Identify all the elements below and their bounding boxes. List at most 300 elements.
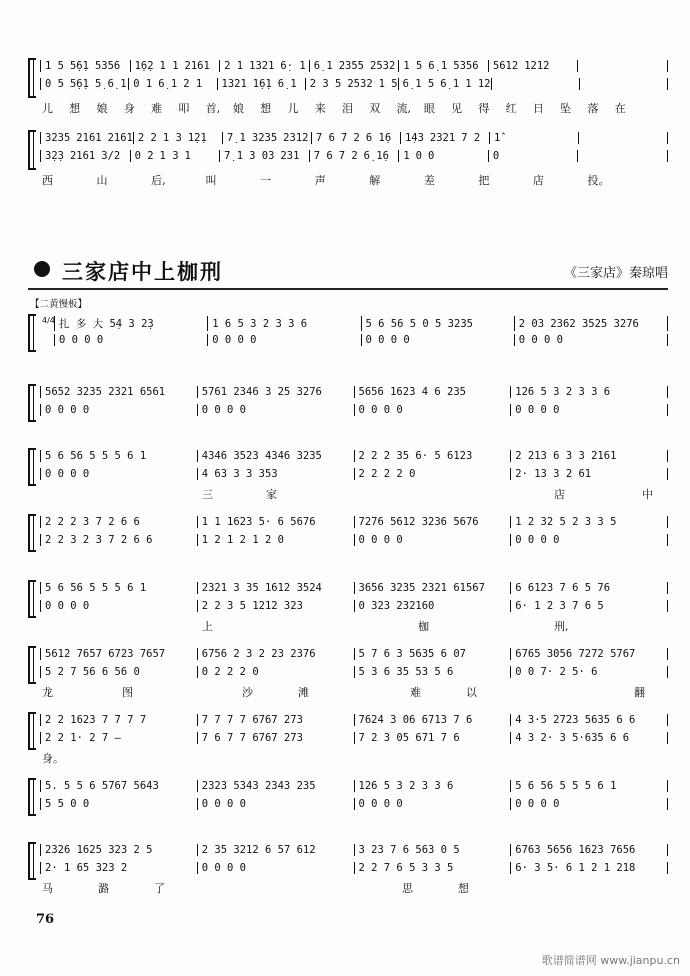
measure xyxy=(40,386,197,398)
system-brace xyxy=(28,314,36,352)
note-group: 7 2 xyxy=(338,150,358,162)
measure xyxy=(54,334,207,346)
note-group: 5356 xyxy=(94,60,121,72)
note-group: 1̣43 xyxy=(404,132,424,144)
measure xyxy=(197,844,354,856)
lyric-char: 身。 xyxy=(42,752,64,765)
measure xyxy=(510,714,668,726)
note-group: 5̣6̣1 xyxy=(69,60,89,72)
measure xyxy=(354,780,511,792)
measure xyxy=(354,468,511,480)
note-group: 2532 xyxy=(347,78,373,90)
measure xyxy=(40,862,197,874)
lyric-char: 落 xyxy=(587,102,599,115)
note-group: 3235 xyxy=(251,132,278,144)
note-group: 0 0 0 0 xyxy=(59,334,104,346)
measure xyxy=(130,150,220,162)
measure xyxy=(197,386,354,398)
song-system xyxy=(28,580,668,638)
lyric-char: 想 xyxy=(69,102,81,115)
note-group: 6· 3 5· 6 1 2 1 218 xyxy=(515,862,636,874)
song-title: 三家店中上枷刑 xyxy=(62,259,223,284)
measure xyxy=(514,334,668,346)
note-group: 7624 3 06 6713 7 6 xyxy=(358,714,473,726)
measure xyxy=(197,780,354,792)
song-system xyxy=(28,778,668,836)
lyric-char: 后, xyxy=(151,174,166,187)
note-group: 5 5 0 0 xyxy=(45,798,90,810)
lyric-char: 差 xyxy=(423,174,435,187)
measure xyxy=(197,798,354,810)
measure xyxy=(398,78,491,90)
measure xyxy=(40,648,197,660)
measure xyxy=(510,844,668,856)
note-group: 7 6 7 7 6767 273 xyxy=(201,732,303,744)
measure xyxy=(197,404,354,416)
system-brace xyxy=(28,712,36,750)
lyric-char: 双 xyxy=(369,102,381,115)
measure xyxy=(40,60,130,72)
lyric-char: 难 xyxy=(410,686,421,699)
note-group: 2161 xyxy=(76,132,102,144)
note-group: 3656 3235 2321 61567 xyxy=(358,582,485,594)
note-group: 3 03 xyxy=(249,150,275,162)
measure xyxy=(361,316,514,331)
note-group: 0 0 0 0 xyxy=(358,534,403,546)
note-group: 2 2 2 3 7 2 6 6 xyxy=(45,516,140,528)
lyric-char: 一 xyxy=(260,174,272,187)
lyric-char: 流, xyxy=(396,102,412,115)
note-group: 5761 2346 3 25 3276 xyxy=(201,386,322,398)
note-group: 6̣ 1 xyxy=(277,78,297,90)
lyric-char: 店 xyxy=(532,174,544,187)
measure xyxy=(197,732,354,744)
note-group: 0 0 0 0 xyxy=(45,600,90,612)
note-group: 6 6123 7 6 5 76 xyxy=(515,582,611,594)
lyric-char: 马 xyxy=(42,882,53,895)
measure xyxy=(354,582,511,594)
measure xyxy=(578,132,668,144)
system-brace xyxy=(28,58,36,98)
measure xyxy=(197,714,354,726)
lyric-char: 声 xyxy=(314,174,326,187)
lyric-char: 红 xyxy=(505,102,517,115)
note-group: 3235 xyxy=(45,132,71,144)
note-group: 5 6 56 5 5 5 6 1 xyxy=(45,582,147,594)
note-group: 6̣ 1 xyxy=(313,60,333,72)
note-group: 0 5 xyxy=(45,78,64,90)
lyric-char: 得 xyxy=(478,102,490,115)
measure xyxy=(40,468,197,480)
staff-row xyxy=(40,780,668,792)
measure xyxy=(130,60,220,72)
note-group: 0 0 0 0 xyxy=(515,798,560,810)
staff-row xyxy=(40,132,668,144)
lyric-char: 刑, xyxy=(554,620,569,633)
measure xyxy=(128,78,216,90)
note-group: 1 3 xyxy=(159,150,179,162)
note-group: 7̣ 1 xyxy=(226,132,246,144)
note-group: 0 0 0 0 xyxy=(515,404,560,416)
lyric-char: 投。 xyxy=(587,174,610,187)
lyric-char: 想 xyxy=(260,102,272,115)
lyric-char: 日 xyxy=(532,102,544,115)
measure xyxy=(398,60,488,72)
note-group: 1 1 xyxy=(159,60,179,72)
note-group: 0 xyxy=(427,150,435,162)
measure xyxy=(510,666,668,678)
note-group: 4346 3523 4346 3235 xyxy=(201,450,322,462)
lyric-char: 翻 xyxy=(634,686,645,699)
note-group: 0 0 0 0 xyxy=(201,404,247,416)
note-group: 4 63 3 3 353 xyxy=(201,468,278,480)
note-group: 6 1̣6 xyxy=(365,132,392,144)
system-brace xyxy=(28,842,36,880)
note-group: 2 1 xyxy=(224,60,244,72)
measure xyxy=(489,132,578,144)
measure xyxy=(510,386,668,398)
note-group: 2 2 1623 7 7 7 7 xyxy=(45,714,147,726)
note-group: 0 xyxy=(492,150,500,162)
measure xyxy=(197,534,354,546)
measure xyxy=(577,150,668,162)
measure xyxy=(197,648,354,660)
lyric-char: 娘 xyxy=(232,102,244,115)
note-group: 6763 5656 1623 7656 xyxy=(515,844,636,856)
measure xyxy=(40,78,128,90)
note-group: 2161 xyxy=(107,132,133,144)
note-group: 1 5 xyxy=(45,60,64,72)
note-group: 2 3 5 xyxy=(309,78,342,90)
note-group: 3 23 7 6 563 0 5 xyxy=(358,844,460,856)
measure xyxy=(510,450,668,462)
note-group: 1̣6̣2 xyxy=(134,60,154,72)
measure xyxy=(219,60,309,72)
note-group: 1 xyxy=(184,150,191,162)
measure xyxy=(510,468,668,480)
note-group: 2326 1625 323 2 5 xyxy=(45,844,153,856)
note-group: 2 2 7 6 5 3 3 5 xyxy=(358,862,454,874)
note-group: 2321 3 35 1612 3524 xyxy=(201,582,322,594)
measure xyxy=(197,862,354,874)
note-group: 5 6 56 5 5 5 6 1 xyxy=(515,780,617,792)
lyric-char: 三 xyxy=(202,488,213,501)
measure xyxy=(222,132,311,144)
lyric-char: 了 xyxy=(154,882,165,895)
note-group: 6̣ 1̣6 xyxy=(363,150,389,162)
measure xyxy=(510,582,668,594)
measure xyxy=(510,780,668,792)
staff-row xyxy=(40,404,668,416)
note-group: 1 3 xyxy=(162,132,182,144)
measure xyxy=(40,780,197,792)
measure xyxy=(354,600,511,612)
note-group: 1212 xyxy=(524,60,550,72)
measure xyxy=(197,582,354,594)
measure xyxy=(510,534,668,546)
system-brace xyxy=(28,580,36,618)
measure xyxy=(219,150,309,162)
banqiang-label: 【二黄慢板】 xyxy=(30,299,88,310)
system-brace xyxy=(28,646,36,684)
note-group: 2 2 2 35 6· 5 6123 xyxy=(358,450,473,462)
note-group: 5356 xyxy=(453,60,479,72)
measure xyxy=(309,150,399,162)
system-brace xyxy=(28,384,36,422)
lyric-char: 家 xyxy=(266,488,277,501)
note-group: 2 1 xyxy=(183,78,203,90)
note-group: 6̣ 1 xyxy=(158,78,178,90)
measure xyxy=(54,316,207,331)
staff-row xyxy=(40,600,668,612)
lyric-char: 想 xyxy=(458,882,469,895)
measure xyxy=(311,132,400,144)
lyric-char: 解 xyxy=(369,174,381,187)
note-group: 5 7 6 3 5635 6 07 xyxy=(358,648,466,660)
note-group: 2 2 2 2 0 xyxy=(358,468,416,480)
note-group: 2161 xyxy=(69,150,96,162)
prev-system xyxy=(28,130,668,190)
note-group: 2321 xyxy=(429,132,456,144)
note-group: 5652 3235 2321 6561 xyxy=(45,386,166,398)
note-group: 3/2 xyxy=(101,150,121,162)
note-group: 5 3 6 35 53 5 6 xyxy=(358,666,454,678)
measure xyxy=(510,798,668,810)
measure xyxy=(197,468,354,480)
measure xyxy=(510,404,668,416)
note-group: 5 6 56 5 5 5 6 1 xyxy=(45,450,147,462)
measure xyxy=(400,132,489,144)
staff-row xyxy=(40,732,668,744)
note-group: 2 213 6 3 3 2161 xyxy=(515,450,617,462)
note-group: 0 0 0 0 xyxy=(201,798,247,810)
staff-row xyxy=(40,862,668,874)
measure xyxy=(510,732,668,744)
note-group: 6̣· 1 xyxy=(280,60,306,72)
note-group: 1321 xyxy=(249,60,275,72)
note-group: 6765 3056 7272 5767 xyxy=(515,648,636,660)
lyric-char: 店 xyxy=(554,488,565,501)
lyric-char: 潞 xyxy=(98,882,109,895)
measure xyxy=(217,78,305,90)
measure xyxy=(354,862,511,874)
system-brace xyxy=(28,130,36,170)
staff-row xyxy=(40,666,668,678)
note-group: 5̣6̣1 xyxy=(69,78,89,90)
note-group: 7 2 3 05 671 7 6 xyxy=(358,732,460,744)
note-group: 扎 多 大 5̣4 3 2̣3 xyxy=(59,318,154,330)
note-group: 0 0 0 0 xyxy=(358,798,403,810)
staff-row xyxy=(40,386,668,398)
song-system xyxy=(28,384,668,442)
staff-row xyxy=(40,798,668,810)
note-group: 6· 1 2 3 7 6 5 xyxy=(515,600,604,612)
staff-row xyxy=(40,534,668,546)
measure xyxy=(354,732,511,744)
measure xyxy=(309,60,399,72)
note-group: 6756 2 3 2 23 2376 xyxy=(201,648,316,660)
measure xyxy=(577,60,668,72)
measure xyxy=(40,132,133,144)
measure xyxy=(354,648,511,660)
lyric-char: 身 xyxy=(123,102,135,115)
note-group: 4 3 2· 3 5·635 6 6 xyxy=(515,732,630,744)
staff-row xyxy=(40,844,668,856)
lyric-char: 沙 xyxy=(242,686,253,699)
measure xyxy=(40,714,197,726)
lyric-char: 儿 xyxy=(287,102,299,115)
measure xyxy=(40,732,197,744)
measure xyxy=(354,844,511,856)
note-group: 5. 5 5 6 5767 5643 xyxy=(45,780,159,792)
measure xyxy=(354,404,511,416)
note-group: 7̣ 1 xyxy=(224,150,244,162)
prev-system xyxy=(28,58,668,118)
note-group: 1 5 xyxy=(378,78,398,90)
note-group: 1 12 xyxy=(465,78,491,90)
measure xyxy=(488,150,578,162)
note-group: 0 2 2 2 0 xyxy=(201,666,259,678)
staff-row xyxy=(54,334,668,346)
measure xyxy=(510,600,668,612)
measure xyxy=(207,334,360,346)
note-group: 7 6 xyxy=(315,132,335,144)
note-group: 0 0 7· 2 5· 6 xyxy=(515,666,598,678)
note-group: 126 5 3 2 3 3 6 xyxy=(358,780,454,792)
measure xyxy=(197,600,354,612)
staff-row xyxy=(40,582,668,594)
note-group: 2 35 3212 6 57 612 xyxy=(201,844,316,856)
lyric-char: 图 xyxy=(122,686,133,699)
lyric-char: 首, xyxy=(205,102,221,115)
measure xyxy=(579,78,668,90)
note-group: 5656 1623 4 6 235 xyxy=(358,386,466,398)
staff-row xyxy=(40,60,668,72)
note-group: 5 6 56 5 0 5 3235 xyxy=(365,317,473,330)
measure xyxy=(40,150,130,162)
measure xyxy=(354,516,511,528)
measure xyxy=(354,450,511,462)
measure xyxy=(354,666,511,678)
measure xyxy=(197,666,354,678)
lyric-char: 思 xyxy=(402,882,413,895)
measure xyxy=(354,386,511,398)
page-number: 76 xyxy=(36,912,55,927)
note-group: 1 xyxy=(403,150,410,162)
lyric-char: 中 xyxy=(642,488,653,501)
lyric-char: 在 xyxy=(614,102,626,115)
note-group: 0 0 0 0 xyxy=(45,404,90,416)
measure xyxy=(40,582,197,594)
time-signature: 4/4 xyxy=(42,316,55,325)
song-title-bar xyxy=(28,258,668,290)
system-brace xyxy=(28,514,36,552)
note-group: 1 1 1623 5· 6 5676 xyxy=(201,516,316,528)
song-system xyxy=(28,842,668,900)
measure xyxy=(491,78,579,90)
lyric-char: 叩 xyxy=(178,102,190,115)
measure xyxy=(40,600,197,612)
note-group: 2· 1 65 323 2 xyxy=(45,862,128,874)
bullet-icon xyxy=(34,261,50,277)
lyric-char: 坠 xyxy=(560,102,572,115)
lyric-char: 滩 xyxy=(298,686,309,699)
note-group: 2355 xyxy=(338,60,364,72)
note-group: 5612 7657 6723 7657 xyxy=(45,648,166,660)
note-group: 2532 xyxy=(370,60,396,72)
note-group: 0 0 0 0 xyxy=(201,862,247,874)
note-group: 2 2 3 5 1212 323 xyxy=(201,600,303,612)
note-group: 2323 5343 2343 235 xyxy=(201,780,316,792)
measure xyxy=(361,334,514,346)
song-system xyxy=(28,646,668,704)
note-group: 0 0 0 0 xyxy=(518,334,564,346)
note-group: 2312 xyxy=(283,132,309,144)
measure xyxy=(514,316,668,331)
note-group: 6̣ 1 xyxy=(440,78,460,90)
note-group: 0 xyxy=(415,150,422,162)
staff-row xyxy=(40,468,668,480)
song-system xyxy=(28,314,668,372)
staff-row xyxy=(40,78,668,90)
watermark: 歌谱简谱网 www.jianpu.cn xyxy=(541,954,680,967)
lyric-char: 山 xyxy=(96,174,108,187)
note-group: 6̣ 1 5 xyxy=(402,78,435,90)
measure xyxy=(510,862,668,874)
measure xyxy=(398,150,488,162)
lyric-char: 难 xyxy=(151,102,163,115)
note-group: 1̣6̣1 xyxy=(252,78,272,90)
measure xyxy=(40,404,197,416)
note-group: 0 0 0 0 xyxy=(212,334,257,346)
song-system xyxy=(28,712,668,770)
measure xyxy=(354,798,511,810)
song-system xyxy=(28,448,668,506)
note-group: 7276 5612 3236 5676 xyxy=(358,516,479,528)
lyric-char: 泪 xyxy=(342,102,353,115)
lyric-char: 把 xyxy=(478,174,490,187)
measure xyxy=(354,534,511,546)
note-group: 2 2 3 2 3 7 2 6 6 xyxy=(45,534,153,546)
system-brace xyxy=(28,778,36,816)
note-group: 231 xyxy=(280,150,300,162)
lyric-char: 来 xyxy=(314,102,326,115)
lyric-char: 龙 xyxy=(42,686,53,699)
lyric-char: 叫 xyxy=(205,174,217,187)
note-group: 2 2 xyxy=(137,132,157,144)
measure xyxy=(40,450,197,462)
note-group: 1 6 5 3 2 3 3 6 xyxy=(212,317,308,330)
staff-row xyxy=(40,450,668,462)
lyric-char: 眼 xyxy=(423,102,435,115)
measure xyxy=(510,516,668,528)
lyric-char: 西 xyxy=(42,174,53,187)
measure xyxy=(197,516,354,528)
lyric-char: 见 xyxy=(451,102,463,115)
song-source: 《三家店》秦琼唱 xyxy=(563,266,668,281)
measure xyxy=(354,714,511,726)
note-group: 2 03 2362 3525 3276 xyxy=(518,317,639,330)
note-group: 2161 xyxy=(184,60,210,72)
note-group: 7 2 xyxy=(461,132,481,144)
note-group: 1̣2̣1 xyxy=(187,132,207,144)
note-group: 3̣2̣3 xyxy=(45,150,64,162)
measure xyxy=(197,450,354,462)
measure xyxy=(40,666,197,678)
measure xyxy=(133,132,222,144)
note-group: 0 1 xyxy=(133,78,153,90)
system-brace xyxy=(28,448,36,486)
